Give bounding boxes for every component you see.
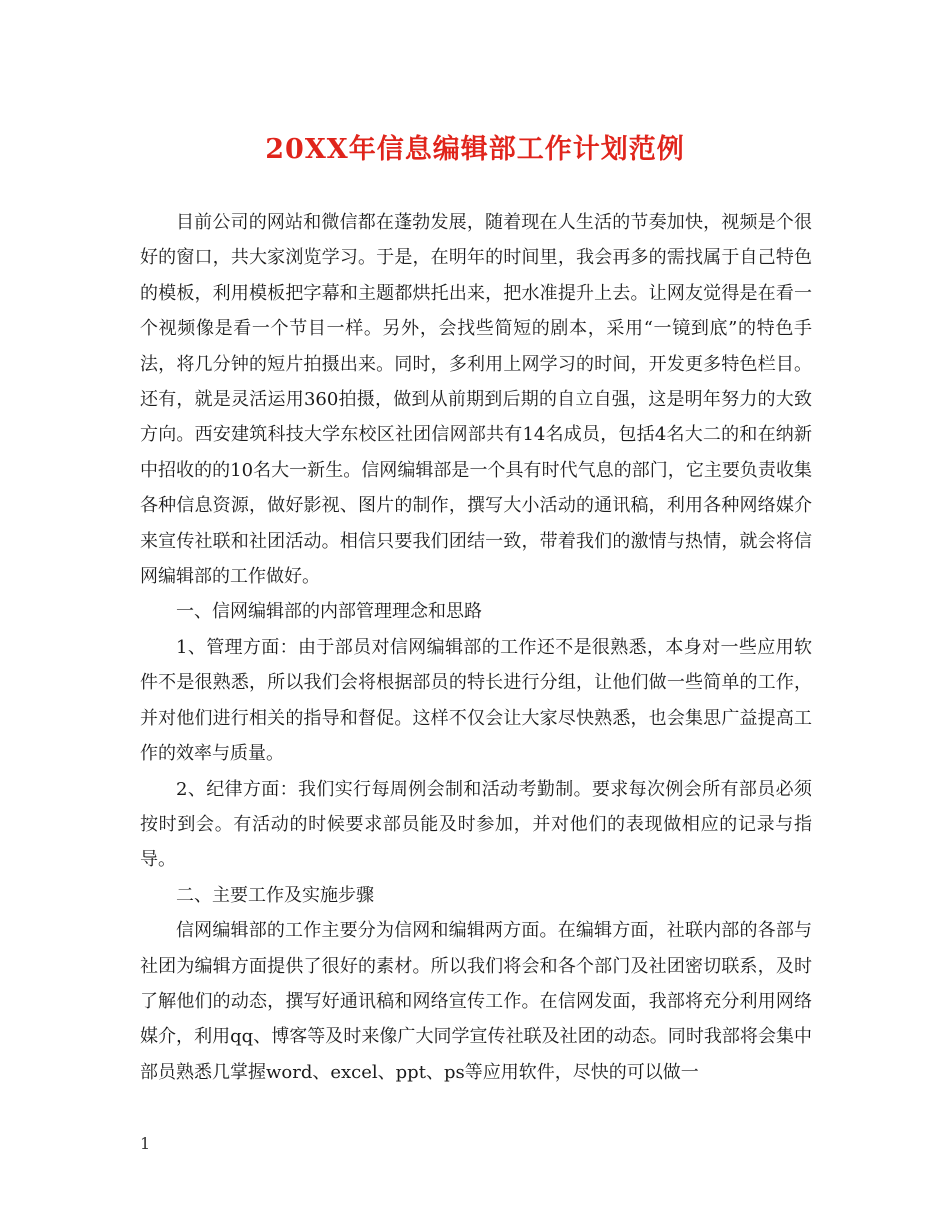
document-title: 20XX年信息编辑部工作计划范例 xyxy=(265,134,685,165)
paragraph-discipline: 2、纪律方面：我们实行每周例会制和活动考勤制。要求每次例会所有部员必须按时到会。有活动的时候要求部员能及时参加，并对他们的表现做相应的记录与指导。 xyxy=(140,778,812,871)
paragraph-intro: 目前公司的网站和微信都在蓬勃发展，随着现在人生活的节奏加快，视频是个很好的窗口，共大家浏览学习。于是，在明年的时间里，我会再多的需找属于自己特色的模板，利用模板把字幕和主题都烘托出来，把水准提升上去。让网友觉得是在看一个视频像是看一个节目一样。另外，会找些简短的剧本，采用“一镜到底”的特色手法，将几分钟的短片拍摄出来。同时，多利用上网学习的时间，开发更多特色栏目。还有，就是灵活运用360拍摄，做到从前期到后期的自立自强，这是明年努力的大致方向。西安建筑科技大学东校区社团信网部共有14名成员，包括4名大二的和在纳新中招收的的10名大一新生。信网编辑部是一个具有时代气息的部门，它主要负责收集各种信息资源，做好影视、图片的制作，撰写大小活动的通讯稿，利用各种网络媒介来宣传社联和社团活动。相信只要我们团结一致，带着我们的激情与热情，就会将信网编辑部的工作做好。 xyxy=(140,212,812,588)
page-number: 1 xyxy=(140,1134,151,1153)
document-body xyxy=(140,205,812,1090)
section-heading-main-work: 二、主要工作及实施步骤 xyxy=(176,884,374,906)
section-heading-management: 一、信网编辑部的内部管理理念和思路 xyxy=(176,601,482,623)
paragraph-main-work: 信网编辑部的工作主要分为信网和编辑两方面。在编辑方面，社联内部的各部与社团为编辑方面提供了很好的素材。所以我们将会和各个部门及社团密切联系，及时了解他们的动态，撰写好通讯稿和网络宣传工作。在信网发面，我部将充分利用网络媒介，利用qq、博客等及时来像广大同学宣传社联及社团的动态。同时我部将会集中部员熟悉几掌握word、excel、ppt、ps等应用软件，尽快的可以做一 xyxy=(140,920,812,1083)
paragraph-management: 1、管理方面：由于部员对信网编辑部的工作还不是很熟悉，本身对一些应用软件不是很熟悉，所以我们会将根据部员的特长进行分组，让他们做一些简单的工作，并对他们进行相关的指导和督促。这样不仅会让大家尽快熟悉，也会集思广益提高工作的效率与质量。 xyxy=(140,636,812,765)
